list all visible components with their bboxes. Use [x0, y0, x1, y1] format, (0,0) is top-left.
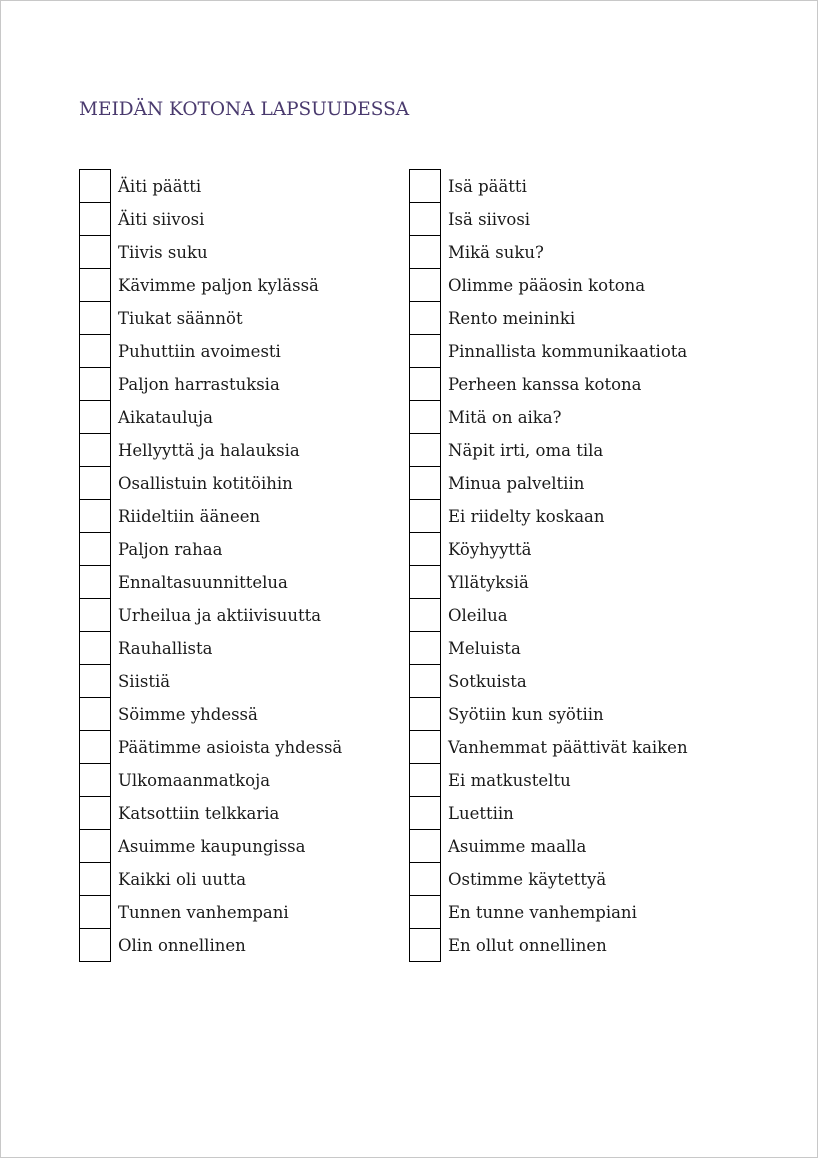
checklist-row [409, 928, 688, 961]
checkbox[interactable] [409, 895, 441, 928]
checkbox[interactable] [79, 928, 111, 962]
checklist-row [79, 400, 342, 433]
checklist-row [79, 301, 342, 334]
checklist-item-label: Ennaltasuunnittelua [118, 573, 288, 592]
checklist-item-label: Ei matkusteltu [448, 771, 571, 790]
checkbox[interactable] [409, 763, 441, 796]
checkbox[interactable] [409, 367, 441, 400]
checkbox[interactable] [79, 598, 111, 631]
checklist-item-label: Näpit irti, oma tila [448, 441, 604, 460]
checklist-item-label: Asuimme kaupungissa [118, 837, 306, 856]
checkbox[interactable] [409, 664, 441, 697]
left-checklist [79, 169, 342, 961]
checklist-row [409, 268, 688, 301]
checklist-item-label: Olin onnellinen [118, 936, 246, 955]
checklist-row [79, 664, 342, 697]
checklist-row [79, 169, 342, 202]
checklist-row [409, 499, 688, 532]
checklist-row [79, 565, 342, 598]
checklist-row [409, 829, 688, 862]
checklist-item-label: Ostimme käytettyä [448, 870, 607, 889]
checklist-item-label: Olimme pääosin kotona [448, 276, 646, 295]
checklist-item-label: Puhuttiin avoimesti [118, 342, 281, 361]
checkbox[interactable] [79, 466, 111, 499]
checklist-row [79, 829, 342, 862]
checklist-row [409, 895, 688, 928]
checkbox[interactable] [79, 499, 111, 532]
checklist-item-label: Tiivis suku [118, 243, 208, 262]
checklist-row [79, 466, 342, 499]
checklist-item-label: Sotkuista [448, 672, 527, 691]
checklist-item-label: Hellyyttä ja halauksia [118, 441, 300, 460]
checkbox[interactable] [409, 466, 441, 499]
checklist-row [409, 334, 688, 367]
checkbox[interactable] [409, 499, 441, 532]
checkbox[interactable] [409, 400, 441, 433]
checklist-item-label: Minua palveltiin [448, 474, 585, 493]
checklist-item-label: Mitä on aika? [448, 408, 562, 427]
checklist-item-label: Kaikki oli uutta [118, 870, 247, 889]
checkbox[interactable] [409, 169, 441, 202]
checklist-item-label: Tiukat säännöt [118, 309, 243, 328]
checklist-item-label: Ei riidelty koskaan [448, 507, 605, 526]
checklist-item-label: Siistiä [118, 672, 171, 691]
checkbox[interactable] [409, 697, 441, 730]
checklist-item-label: Osallistuin kotitöihin [118, 474, 293, 493]
checklist-item-label: Perheen kanssa kotona [448, 375, 642, 394]
checkbox[interactable] [409, 829, 441, 862]
checkbox[interactable] [79, 862, 111, 895]
checkbox[interactable] [79, 400, 111, 433]
checkbox[interactable] [409, 862, 441, 895]
checklist-row [409, 565, 688, 598]
checkbox[interactable] [79, 334, 111, 367]
checkbox[interactable] [79, 631, 111, 664]
checklist-item-label: Rento meininki [448, 309, 576, 328]
checkbox[interactable] [409, 235, 441, 268]
checkbox[interactable] [79, 301, 111, 334]
checklist-item-label: Yllätyksiä [448, 573, 529, 592]
checklist-item-label: Mikä suku? [448, 243, 544, 262]
checklist-row [79, 367, 342, 400]
checklist-row [79, 532, 342, 565]
checkbox[interactable] [409, 532, 441, 565]
checklist-row [409, 433, 688, 466]
checklist-item-label: Syötiin kun syötiin [448, 705, 604, 724]
checklist-item-label: En ollut onnellinen [448, 936, 607, 955]
checkbox[interactable] [409, 928, 441, 962]
checklist-item-label: Katsottiin telkkaria [118, 804, 280, 823]
checklist-item-label: Luettiin [448, 804, 514, 823]
checklist-row [79, 928, 342, 961]
checklist-item-label: En tunne vanhempiani [448, 903, 637, 922]
checklist-item-label: Kävimme paljon kylässä [118, 276, 319, 295]
checklist-item-label: Pinnallista kommunikaatiota [448, 342, 688, 361]
checkbox[interactable] [409, 202, 441, 235]
checklist-row [409, 466, 688, 499]
checkbox[interactable] [79, 796, 111, 829]
checklist-row [79, 202, 342, 235]
checklist-row [409, 235, 688, 268]
checklist-item-label: Vanhemmat päättivät kaiken [448, 738, 688, 757]
checklist-item-label: Isä siivosi [448, 210, 531, 229]
checkbox[interactable] [79, 565, 111, 598]
checklist-row [79, 796, 342, 829]
checkbox[interactable] [79, 169, 111, 202]
checkbox[interactable] [79, 532, 111, 565]
checklist-row [409, 631, 688, 664]
checklist-row [79, 730, 342, 763]
checklist-row [79, 598, 342, 631]
checklist-item-label: Riideltiin ääneen [118, 507, 261, 526]
checklist-row [409, 763, 688, 796]
checkbox[interactable] [79, 202, 111, 235]
checkbox[interactable] [409, 301, 441, 334]
checklist-item-label: Urheilua ja aktiivisuutta [118, 606, 322, 625]
checklist-row [409, 400, 688, 433]
checkbox[interactable] [409, 268, 441, 301]
checklist-row [409, 730, 688, 763]
page-title: MEIDÄN KOTONA LAPSUUDESSA [79, 99, 410, 120]
checklist-row [409, 169, 688, 202]
checkbox[interactable] [409, 565, 441, 598]
checkbox[interactable] [409, 796, 441, 829]
right-checklist [409, 169, 688, 961]
checkbox[interactable] [409, 334, 441, 367]
checklist-row [79, 631, 342, 664]
checklist-row [79, 499, 342, 532]
checklist-row [79, 268, 342, 301]
checklist-row [409, 862, 688, 895]
checkbox[interactable] [79, 697, 111, 730]
checklist-row [409, 532, 688, 565]
checklist-row [79, 433, 342, 466]
checkbox[interactable] [79, 268, 111, 301]
checkbox[interactable] [409, 631, 441, 664]
checklist-row [409, 697, 688, 730]
checklist-item-label: Rauhallista [118, 639, 213, 658]
checklist-item-label: Äiti päätti [118, 177, 202, 196]
checklist-row [79, 235, 342, 268]
checklist-row [79, 862, 342, 895]
checkbox[interactable] [79, 664, 111, 697]
checkbox[interactable] [79, 367, 111, 400]
checklist-item-label: Äiti siivosi [118, 210, 205, 229]
checkbox[interactable] [79, 730, 111, 763]
checkbox[interactable] [79, 895, 111, 928]
checkbox[interactable] [409, 730, 441, 763]
checklist-row [409, 301, 688, 334]
checklist-item-label: Köyhyyttä [448, 540, 532, 559]
checkbox[interactable] [409, 598, 441, 631]
checklist-item-label: Tunnen vanhempani [118, 903, 289, 922]
checklist-item-label: Päätimme asioista yhdessä [118, 738, 343, 757]
checklist-item-label: Oleilua [448, 606, 508, 625]
checklist-row [409, 598, 688, 631]
checkbox[interactable] [79, 235, 111, 268]
checklist-item-label: Söimme yhdessä [118, 705, 258, 724]
checklist-item-label: Paljon harrastuksia [118, 375, 280, 394]
checklist-row [79, 697, 342, 730]
checklist-item-label: Aikatauluja [118, 408, 213, 427]
checklist-item-label: Ulkomaanmatkoja [118, 771, 271, 790]
checkbox[interactable] [79, 763, 111, 796]
checkbox[interactable] [409, 433, 441, 466]
checklist-row [409, 664, 688, 697]
checklist-item-label: Paljon rahaa [118, 540, 223, 559]
checklist-item-label: Meluista [448, 639, 521, 658]
checklist-item-label: Asuimme maalla [448, 837, 587, 856]
checklist-row [409, 202, 688, 235]
checkbox[interactable] [79, 433, 111, 466]
checklist-row [79, 334, 342, 367]
checklist-row [409, 796, 688, 829]
checklist-row [409, 367, 688, 400]
checklist-row [79, 895, 342, 928]
checklist-row [79, 763, 342, 796]
checkbox[interactable] [79, 829, 111, 862]
checklist-item-label: Isä päätti [448, 177, 527, 196]
